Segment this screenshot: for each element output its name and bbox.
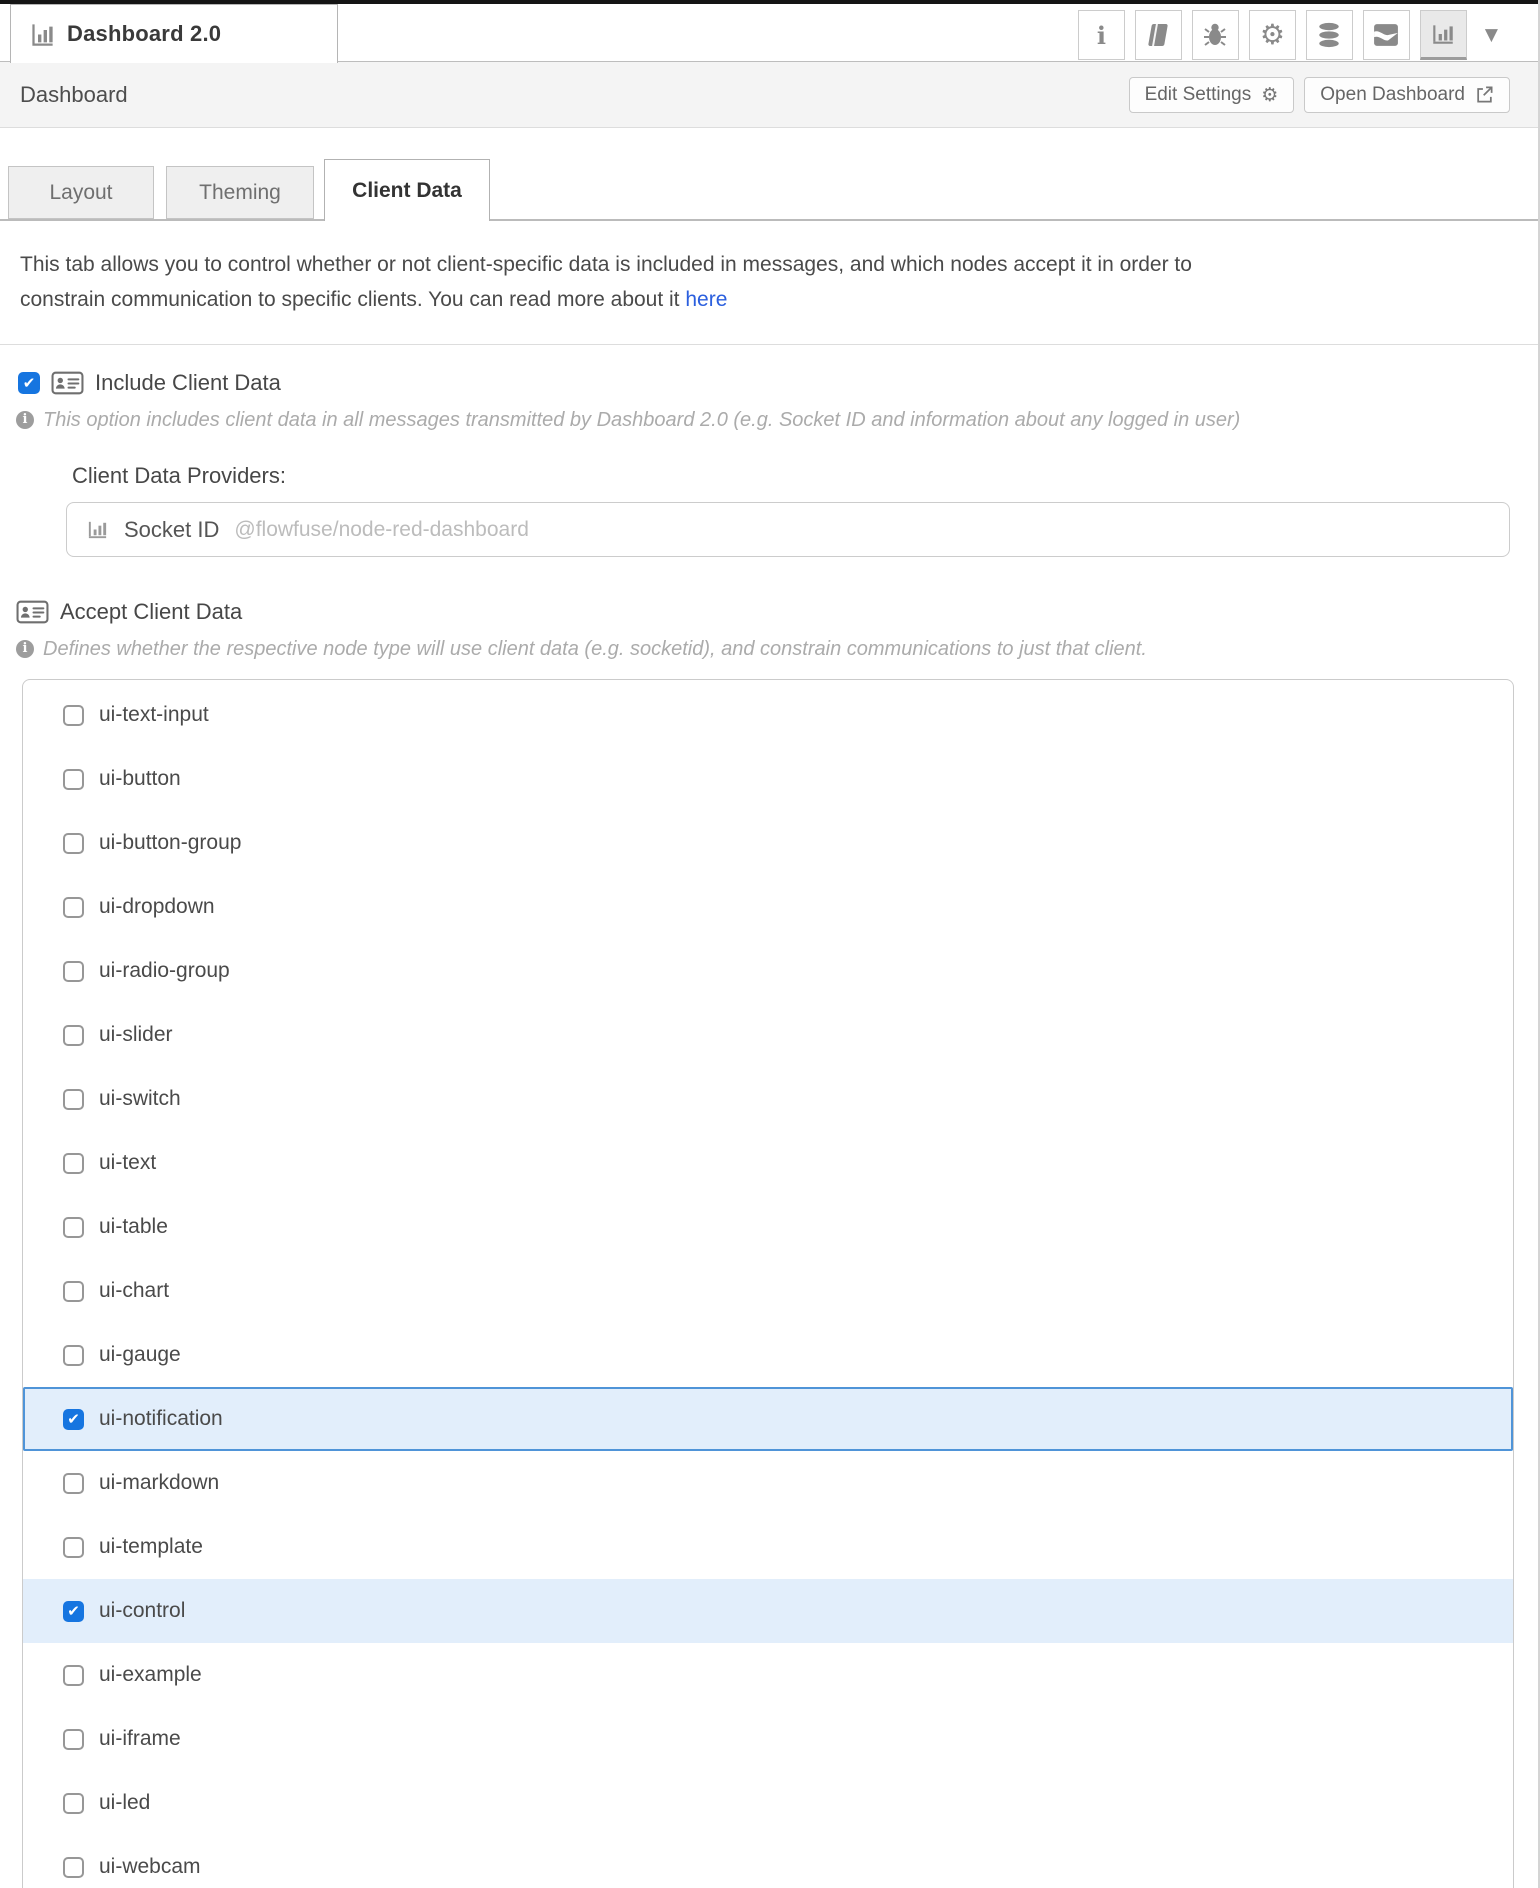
node-type-label: ui-notification bbox=[99, 1407, 223, 1430]
debug-tab-button[interactable] bbox=[1192, 10, 1239, 60]
provider-package: @flowfuse/node-red-dashboard bbox=[234, 517, 529, 541]
header-actions bbox=[1129, 77, 1510, 113]
context-database-icon bbox=[1316, 22, 1342, 48]
include-client-data-hint: i This option includes client data in all messages transmitted by Dashboard 2.0 (e.g. Socket ID and information about any logged in user) bbox=[16, 407, 1514, 433]
dashboard-tab-button[interactable] bbox=[1420, 10, 1467, 60]
node-type-label: ui-iframe bbox=[99, 1727, 181, 1750]
tab-layout[interactable]: Layout bbox=[8, 166, 154, 219]
id-card-icon bbox=[16, 599, 49, 625]
node-type-row-ui-button[interactable] bbox=[23, 747, 1513, 811]
dashboard-chart-icon bbox=[1430, 21, 1456, 47]
toolbar-overflow-caret[interactable]: ▼ bbox=[1484, 25, 1498, 45]
node-type-row-ui-template[interactable] bbox=[23, 1515, 1513, 1579]
node-type-checkbox[interactable] bbox=[63, 1857, 84, 1878]
node-type-row-ui-example[interactable] bbox=[23, 1643, 1513, 1707]
node-type-label: ui-text-input bbox=[99, 703, 209, 726]
node-type-row-ui-text[interactable] bbox=[23, 1131, 1513, 1195]
node-type-label: ui-control bbox=[99, 1599, 186, 1622]
include-client-data-label: Include Client Data bbox=[95, 370, 281, 395]
node-type-checkbox[interactable] bbox=[63, 1729, 84, 1750]
node-type-row-ui-notification[interactable] bbox=[23, 1387, 1513, 1451]
node-type-checkbox[interactable] bbox=[63, 1537, 84, 1558]
node-type-checkbox[interactable] bbox=[63, 1153, 84, 1174]
node-type-label: ui-example bbox=[99, 1663, 202, 1686]
client-data-providers-label: Client Data Providers: bbox=[72, 463, 286, 488]
flowfuse-icon bbox=[1373, 22, 1399, 48]
node-type-label: ui-gauge bbox=[99, 1343, 181, 1366]
accept-client-data-head bbox=[16, 599, 1538, 625]
help-tab-button[interactable] bbox=[1135, 10, 1182, 60]
config-gear-icon: ⚙ bbox=[1259, 18, 1285, 51]
node-type-checkbox[interactable] bbox=[63, 1025, 84, 1046]
node-type-label: ui-template bbox=[99, 1535, 203, 1558]
node-type-checkbox[interactable] bbox=[63, 1793, 84, 1814]
panel-title: Dashboard 2.0 bbox=[67, 21, 222, 46]
node-type-checkbox[interactable]: ✔ bbox=[63, 1601, 84, 1622]
node-type-label: ui-radio-group bbox=[99, 959, 230, 982]
external-link-icon bbox=[1475, 85, 1494, 104]
node-type-label: ui-button bbox=[99, 767, 181, 790]
provider-row-socket-id[interactable] bbox=[66, 502, 1510, 557]
node-type-row-ui-table[interactable] bbox=[23, 1195, 1513, 1259]
node-type-row-ui-control[interactable] bbox=[23, 1579, 1513, 1643]
node-type-row-ui-dropdown[interactable] bbox=[23, 875, 1513, 939]
edit-settings-button[interactable]: Edit Settings ⚙ bbox=[1129, 77, 1295, 113]
node-type-row-ui-slider[interactable] bbox=[23, 1003, 1513, 1067]
config-nodes-tab-button[interactable] bbox=[1249, 10, 1296, 60]
include-client-data-checkbox[interactable]: ✔ bbox=[18, 372, 40, 394]
open-dashboard-button[interactable]: Open Dashboard bbox=[1304, 77, 1510, 113]
node-type-row-ui-led[interactable] bbox=[23, 1771, 1513, 1835]
debug-bug-icon bbox=[1203, 22, 1227, 48]
node-type-checkbox[interactable] bbox=[63, 1281, 84, 1302]
info-circle-icon: i bbox=[16, 411, 34, 429]
node-type-checkbox[interactable] bbox=[63, 1089, 84, 1110]
accept-client-data-label: Accept Client Data bbox=[60, 599, 243, 624]
node-type-row-ui-iframe[interactable] bbox=[23, 1707, 1513, 1771]
bar-chart-icon bbox=[29, 21, 56, 48]
info-tab-button[interactable] bbox=[1078, 10, 1125, 60]
provider-name: Socket ID bbox=[124, 516, 220, 542]
node-type-checkbox[interactable] bbox=[63, 897, 84, 918]
info-circle-icon: i bbox=[16, 640, 34, 658]
help-book-icon bbox=[1145, 23, 1171, 47]
node-type-label: ui-slider bbox=[99, 1023, 173, 1046]
node-type-label: ui-led bbox=[99, 1791, 151, 1814]
info-icon: i bbox=[1096, 20, 1106, 50]
node-type-label: ui-switch bbox=[99, 1087, 181, 1110]
node-type-checkbox[interactable] bbox=[63, 1217, 84, 1238]
node-type-label: ui-dropdown bbox=[99, 895, 215, 918]
node-type-label: ui-markdown bbox=[99, 1471, 220, 1494]
node-type-row-ui-chart[interactable] bbox=[23, 1259, 1513, 1323]
client-data-intro: This tab allows you to control whether or not client-specific data is included in messages, and which nodes accept it in order to constrain communication to specific clients. You can read more about it here bbox=[20, 253, 1192, 311]
node-type-checkbox[interactable] bbox=[63, 1665, 84, 1686]
gear-icon: ⚙ bbox=[1261, 83, 1279, 106]
tabs-underline bbox=[0, 219, 1538, 221]
node-type-row-ui-switch[interactable] bbox=[23, 1067, 1513, 1131]
accept-client-data-list bbox=[22, 679, 1514, 1888]
flowfuse-tab-button[interactable] bbox=[1363, 10, 1410, 60]
node-type-label: ui-webcam bbox=[99, 1855, 201, 1878]
node-type-label: ui-text bbox=[99, 1151, 157, 1174]
settings-tabs bbox=[0, 159, 1538, 221]
node-type-checkbox[interactable]: ✔ bbox=[63, 1409, 84, 1430]
accept-client-data-hint: i Defines whether the respective node type will use client data (e.g. socketid), and constrain communications to just that client. bbox=[16, 636, 1514, 662]
page-title: Dashboard bbox=[20, 81, 128, 107]
section-divider bbox=[0, 344, 1538, 345]
dashboard-header bbox=[0, 62, 1538, 128]
node-type-checkbox[interactable] bbox=[63, 1345, 84, 1366]
bar-chart-icon bbox=[86, 518, 109, 541]
node-type-label: ui-button-group bbox=[99, 831, 242, 854]
node-type-checkbox[interactable] bbox=[63, 705, 84, 726]
node-type-row-ui-markdown[interactable] bbox=[23, 1451, 1513, 1515]
tab-client-data[interactable]: Client Data bbox=[324, 159, 490, 221]
tab-theming[interactable]: Theming bbox=[166, 166, 314, 219]
titlebar bbox=[0, 4, 1538, 62]
sidebar-toolbar bbox=[1078, 10, 1498, 60]
node-type-checkbox[interactable] bbox=[63, 1473, 84, 1494]
node-type-row-ui-gauge[interactable] bbox=[23, 1323, 1513, 1387]
node-type-row-ui-webcam[interactable] bbox=[23, 1835, 1513, 1888]
sidebar-tab-dashboard[interactable] bbox=[10, 4, 338, 63]
node-type-label: ui-chart bbox=[99, 1279, 170, 1302]
node-type-checkbox[interactable] bbox=[63, 769, 84, 790]
node-type-row-ui-button-group[interactable] bbox=[23, 811, 1513, 875]
id-card-icon bbox=[51, 370, 84, 396]
context-data-tab-button[interactable] bbox=[1306, 10, 1353, 60]
node-type-row-ui-radio-group[interactable] bbox=[23, 939, 1513, 1003]
node-type-label: ui-table bbox=[99, 1215, 168, 1238]
node-type-checkbox[interactable] bbox=[63, 961, 84, 982]
include-client-data-head bbox=[18, 370, 1538, 396]
read-more-link[interactable]: here bbox=[685, 288, 728, 311]
node-type-checkbox[interactable] bbox=[63, 833, 84, 854]
node-type-row-ui-text-input[interactable] bbox=[23, 683, 1513, 747]
